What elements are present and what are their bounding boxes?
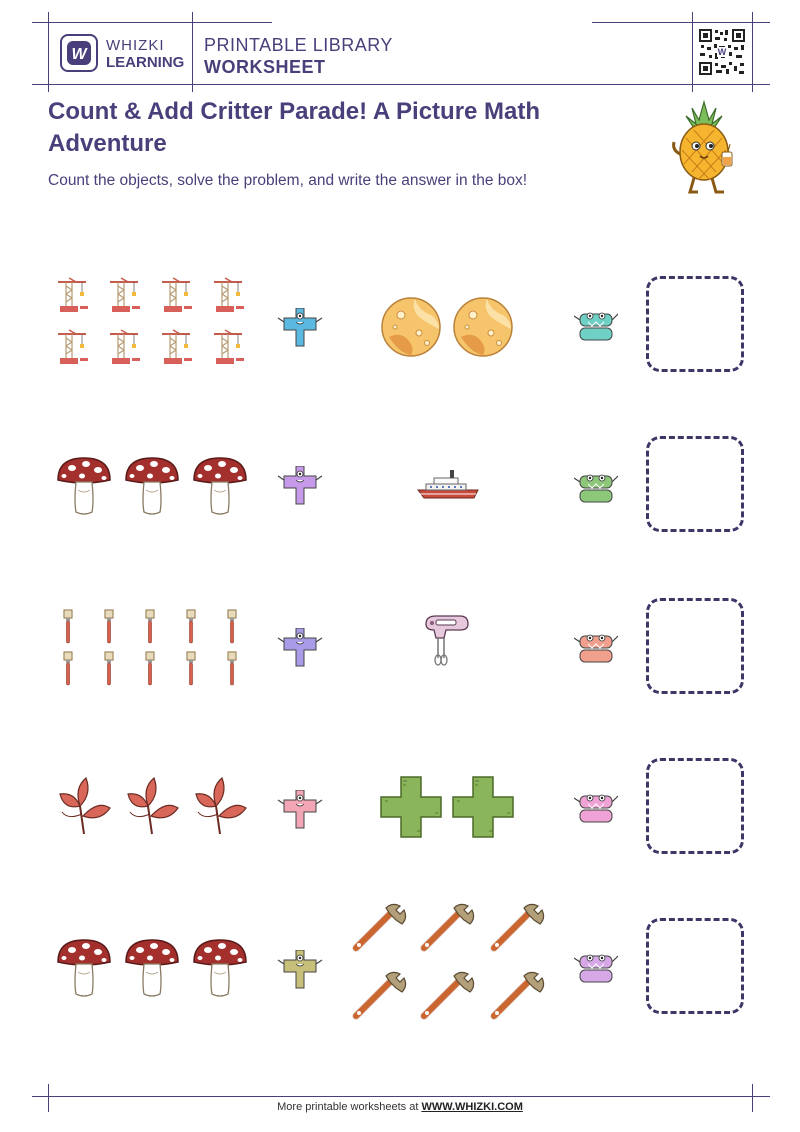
teal-monster-icon — [574, 308, 618, 342]
mushroom-icon — [126, 458, 178, 514]
olive-monster-icon — [276, 950, 324, 990]
guide-line-v1 — [48, 12, 49, 92]
answer-box[interactable] — [646, 598, 744, 694]
cross-icon — [453, 777, 513, 837]
salmon-monster-icon — [574, 630, 618, 664]
mixer-icon — [422, 614, 472, 670]
wrench-icon — [424, 972, 474, 1016]
crane-icon — [110, 330, 140, 364]
guide-line-v2 — [192, 12, 193, 92]
moon-group — [380, 296, 520, 358]
qr-code-icon — [698, 28, 746, 76]
leaf-icon — [128, 778, 178, 834]
whizki-logo-icon — [60, 34, 98, 72]
crane-icon — [58, 330, 88, 364]
crane-icon — [58, 278, 88, 312]
wrench-icon — [356, 972, 406, 1016]
footer-link[interactable]: WWW.WHIZKI.COM — [421, 1101, 523, 1113]
brush-icon — [187, 610, 195, 643]
library-label — [204, 34, 393, 78]
cross-group — [380, 776, 516, 838]
wrench-group — [350, 902, 550, 1026]
brush-icon — [146, 652, 154, 685]
brand-name — [106, 38, 184, 72]
leaf-icon — [196, 778, 246, 834]
cross-icon — [381, 777, 441, 837]
guide-line-footer — [32, 1096, 770, 1097]
guide-line-v4 — [752, 12, 753, 92]
footer-text: More printable worksheets at — [277, 1101, 422, 1113]
mushroom-icon — [126, 940, 178, 996]
mushroom-icon — [194, 940, 246, 996]
worksheet-line: WORKSHEET — [204, 57, 326, 77]
page-title: Count & Add Critter Parade! A Picture Math Adventure — [48, 98, 541, 157]
wrench-icon — [356, 904, 406, 948]
crane-icon — [214, 330, 244, 364]
brush-icon — [187, 652, 195, 685]
problem-row-4 — [0, 754, 800, 864]
leaf-icon — [60, 778, 110, 834]
brush-icon — [64, 610, 72, 643]
answer-box[interactable] — [646, 758, 744, 854]
answer-box[interactable] — [646, 276, 744, 372]
ship-icon — [416, 468, 480, 500]
mushroom-icon — [194, 458, 246, 514]
purple-monster-icon — [276, 466, 324, 506]
wrench-icon — [494, 904, 544, 948]
problem-row-2 — [0, 432, 800, 542]
brush-icon — [146, 610, 154, 643]
guide-line-top-right — [592, 22, 770, 23]
svg-text:W: W — [71, 46, 87, 63]
brand-top: WHIZKI — [106, 37, 165, 54]
brush-icon — [64, 652, 72, 685]
instructions: Count the objects, solve the problem, and write the answer in the box! — [48, 172, 528, 189]
pineapple-mascot-icon — [664, 94, 744, 198]
mushroom-icon — [58, 940, 110, 996]
wrench-icon — [424, 904, 474, 948]
brush-icon — [105, 652, 113, 685]
brand-bottom: LEARNING — [106, 54, 185, 71]
guide-line-v3 — [692, 12, 693, 92]
library-line: PRINTABLE LIBRARY — [204, 35, 393, 55]
answer-box[interactable] — [646, 918, 744, 1014]
footer — [0, 1101, 800, 1113]
problem-row-3 — [0, 594, 800, 704]
crane-icon — [162, 278, 192, 312]
blue-monster-icon — [276, 308, 324, 348]
brush-icon — [228, 652, 236, 685]
pink-monster-icon — [574, 790, 618, 824]
guide-line-header-bottom — [32, 84, 770, 85]
brush-group — [60, 608, 244, 688]
mushroom-icon — [58, 458, 110, 514]
crane-icon — [214, 278, 244, 312]
wrench-icon — [494, 972, 544, 1016]
crane-icon — [162, 330, 192, 364]
brush-icon — [105, 610, 113, 643]
crane-group — [52, 276, 252, 376]
problem-row-5 — [0, 914, 800, 1024]
moon-icon — [382, 298, 440, 356]
leaf-group — [56, 776, 252, 838]
pink-monster-icon — [276, 790, 324, 830]
green-monster-icon — [574, 470, 618, 504]
answer-box[interactable] — [646, 436, 744, 532]
lavender-monster-icon — [276, 628, 324, 668]
svg-text:W: W — [717, 47, 727, 57]
lilac-monster-icon — [574, 950, 618, 984]
problem-row-1 — [0, 272, 800, 382]
guide-line-top-left — [32, 22, 272, 23]
brush-icon — [228, 610, 236, 643]
mushroom-group — [56, 456, 252, 518]
mushroom-group — [56, 938, 252, 1000]
moon-icon — [454, 298, 512, 356]
crane-icon — [110, 278, 140, 312]
